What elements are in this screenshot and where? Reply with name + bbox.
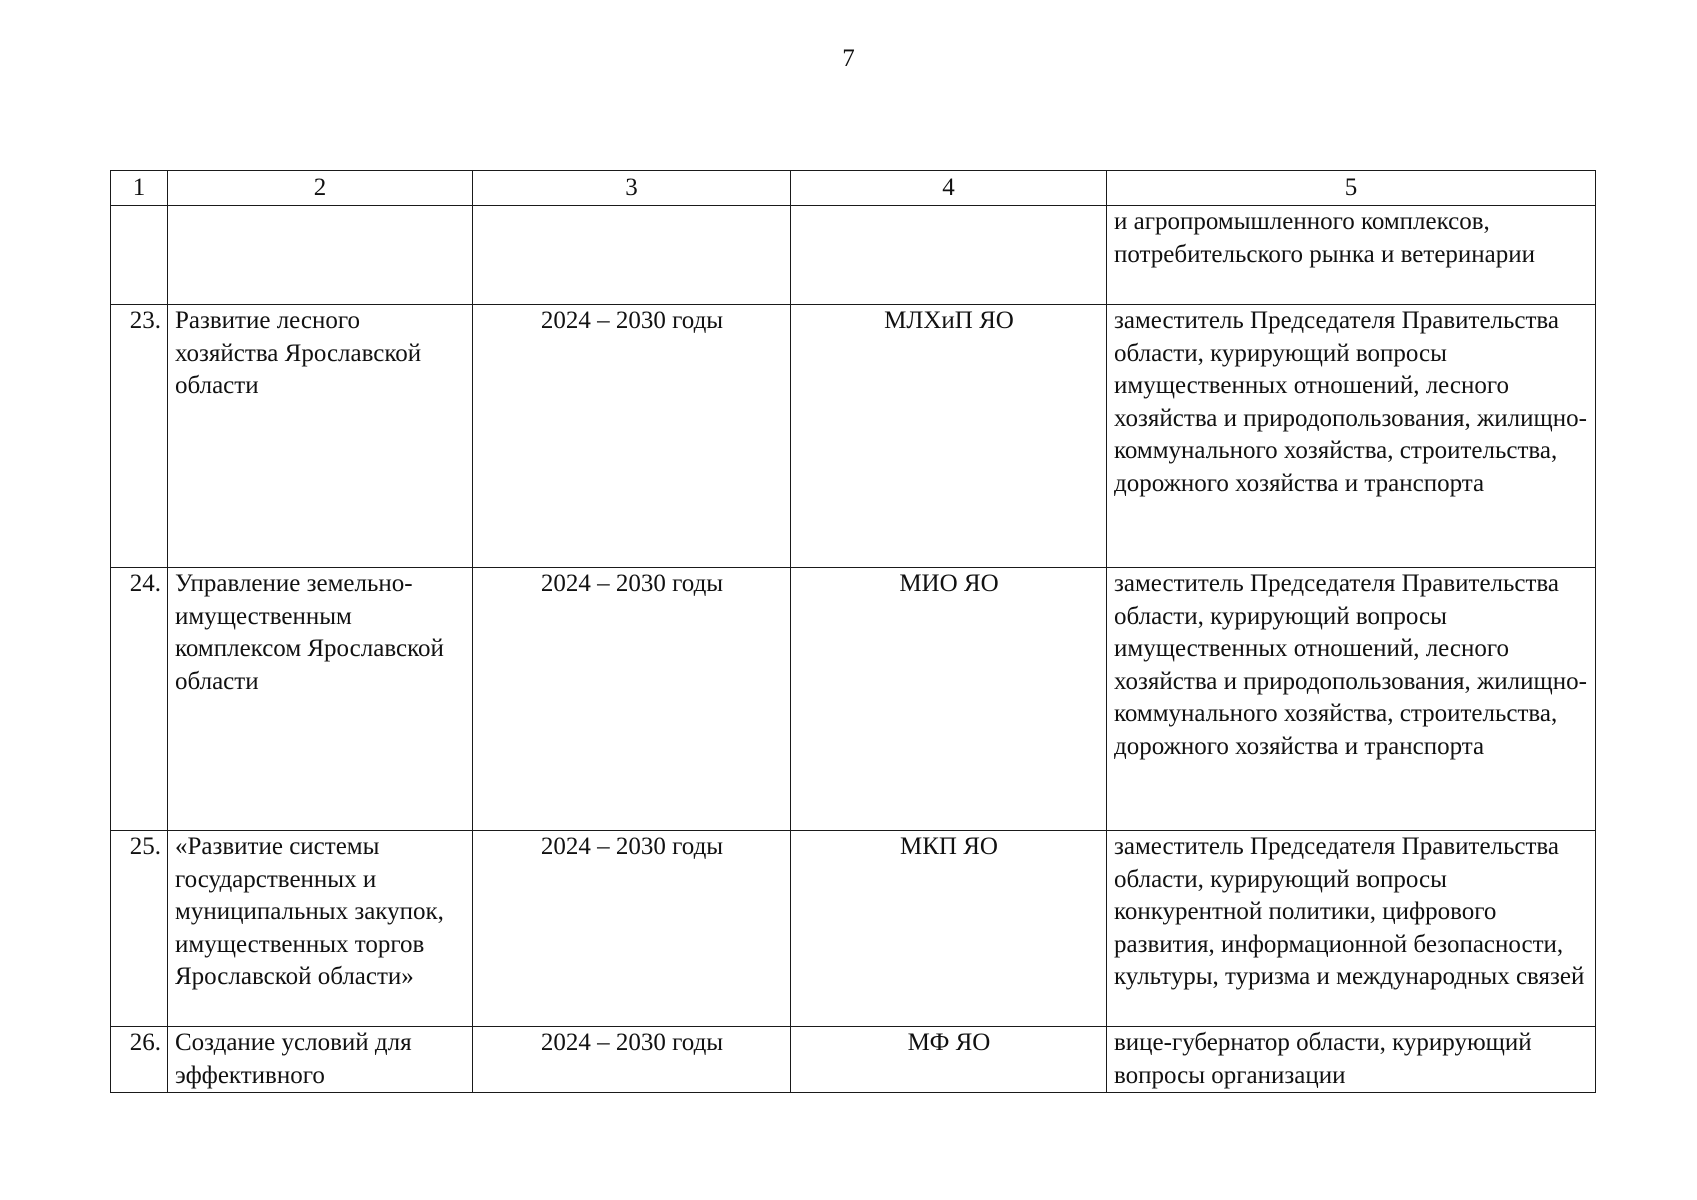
program-period: 2024 – 2030 годы xyxy=(473,831,791,1027)
programs-table xyxy=(110,170,1596,1093)
table-row xyxy=(111,831,1596,1027)
program-name: «Развитие системы государственных и муниципальных закупок, имущественных торгов Ярославской области» xyxy=(168,831,473,1027)
program-period: 2024 – 2030 годы xyxy=(473,568,791,831)
row-number: 25. xyxy=(111,831,168,1027)
table-row xyxy=(111,1027,1596,1093)
responsible-agency: МФ ЯО xyxy=(791,1027,1107,1093)
header-col-4: 4 xyxy=(791,171,1107,206)
table-header-row xyxy=(111,171,1596,206)
program-name: Развитие лесного хозяйства Ярославской области xyxy=(168,305,473,568)
row-number xyxy=(111,206,168,305)
header-col-5: 5 xyxy=(1107,171,1596,206)
program-period: 2024 – 2030 годы xyxy=(473,1027,791,1093)
header-col-2: 2 xyxy=(168,171,473,206)
table-row xyxy=(111,568,1596,831)
row-number: 24. xyxy=(111,568,168,831)
page-number: 7 xyxy=(842,45,855,72)
row-number: 23. xyxy=(111,305,168,568)
responsible-agency: МИО ЯО xyxy=(791,568,1107,831)
curator: и агропромышленного комплексов, потребительского рынка и ветеринарии xyxy=(1107,206,1596,305)
header-col-3: 3 xyxy=(473,171,791,206)
responsible-agency: МЛХиП ЯО xyxy=(791,305,1107,568)
program-period: 2024 – 2030 годы xyxy=(473,305,791,568)
program-name xyxy=(168,206,473,305)
row-number: 26. xyxy=(111,1027,168,1093)
table-row xyxy=(111,305,1596,568)
responsible-agency xyxy=(791,206,1107,305)
curator: заместитель Председателя Правительства области, курирующий вопросы имущественных отношений, лесного хозяйства и природопользования, жилищно-коммунального хозяйства, строительства, дорожного хозяйства и транспорта xyxy=(1107,568,1596,831)
header-col-1: 1 xyxy=(111,171,168,206)
program-name: Управление земельно-имущественным комплексом Ярославской области xyxy=(168,568,473,831)
table-row xyxy=(111,206,1596,305)
curator: заместитель Председателя Правительства области, курирующий вопросы имущественных отношений, лесного хозяйства и природопользования, жилищно-коммунального хозяйства, строительства, дорожного хозяйства и транспорта xyxy=(1107,305,1596,568)
responsible-agency: МКП ЯО xyxy=(791,831,1107,1027)
curator: вице-губернатор области, курирующий вопросы организации xyxy=(1107,1027,1596,1093)
program-name: Создание условий для эффективного xyxy=(168,1027,473,1093)
program-period xyxy=(473,206,791,305)
curator: заместитель Председателя Правительства области, курирующий вопросы конкурентной политики, цифрового развития, информационной безопасности, культуры, туризма и международных связей xyxy=(1107,831,1596,1027)
